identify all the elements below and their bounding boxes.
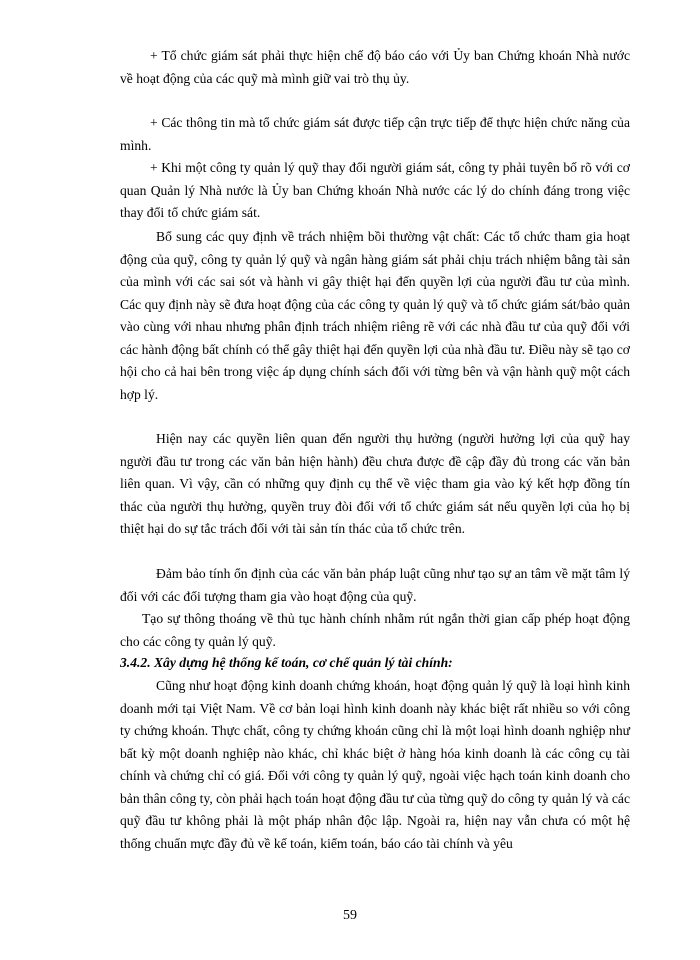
paragraph-administrative-procedures: Tạo sự thông thoáng về thủ tục hành chính nhằm rút ngắn thời gian cấp phép hoạt động cho các công ty quản lý quỹ. [120, 611, 630, 649]
paragraph-compensation-liability: Bổ sung các quy định về trách nhiệm bồi thường vật chất: Các tổ chức tham gia hoạt động của quỹ, công ty quản lý quỹ và ngân hàng giám sát phải chịu trách nhiệm bằng tài sản của mình với các sai sót và hành vi gây thiệt hại đến quyền lợi của người đầu tư của mình. Các quy định này sẽ đưa hoạt động của các công ty quản lý quỹ và tổ chức giám sát/bảo quản vào cùng với nhau nhưng phân định trách nhiệm riêng rẽ với các nhà đầu tư của quỹ đối với các hành động bất chính có thể gây thiệt hại đến quyền lợi của nhà đầu tư. Điều này sẽ tạo cơ hội cho cả hai bên trong việc áp dụng chính sách đối với từng bên và vận hành quỹ một cách hợp lý. [120, 229, 630, 402]
section-heading: 3.4.2. Xây dựng hệ thống kế toán, cơ chế quản lý tài chính: [120, 655, 453, 670]
paragraph-reporting-obligation: + Tổ chức giám sát phải thực hiện chế độ báo cáo với Ủy ban Chứng khoán Nhà nước về hoạt động của các quỹ mà mình giữ vai trò thụ ủy. [120, 48, 630, 86]
page-number: 59 [343, 908, 357, 923]
paragraph-change-supervisor: + Khi một công ty quản lý quỹ thay đổi người giám sát, công ty phải tuyên bố rõ với cơ quan Quản lý Nhà nước là Ủy ban Chứng khoán Nhà nước các lý do chính đáng trong việc thay đổi tổ chức giám sát. [120, 160, 630, 220]
paragraph-beneficiary-rights: Hiện nay các quyền liên quan đến người thụ hưởng (người hưởng lợi của quỹ hay người đầu tư trong các văn bản hiện hành) đều chưa được đề cập đầy đủ trong các văn bản liên quan. Vì vậy, cần có những quy định cụ thể về việc tham gia vào ký kết hợp đồng tín thác của người thụ hưởng, quyền truy đòi đối với tổ chức giám sát nếu quyền lợi của họ bị thiệt hại do sự tắc trách đối với tài sản tín thác của tổ chức trên. [120, 431, 630, 536]
paragraph-information-access: + Các thông tin mà tổ chức giám sát được tiếp cận trực tiếp để thực hiện chức năng của mình. [120, 115, 630, 153]
paragraph-legal-stability: Đảm bảo tính ổn định của các văn bản pháp luật cũng như tạo sự an tâm về mặt tâm lý đối với các đối tượng tham gia vào hoạt động của quỹ. [120, 566, 630, 604]
paragraph-accounting-system: Cũng như hoạt động kinh doanh chứng khoán, hoạt động quản lý quỹ là loại hình kinh doanh mới tại Việt Nam. Về cơ bản loại hình kinh doanh này khác biệt rất nhiều so với công ty chứng khoán. Thực chất, công ty chứng khoán cũng chỉ là một loại hình doanh nghiệp như bất kỳ một doanh nghiệp nào khác, chỉ khác biệt ở hàng hóa kinh doanh là các công cụ tài chính và chứng chỉ có giá. Đối với công ty quản lý quỹ, ngoài việc hạch toán kinh doanh cho bản thân công ty, còn phải hạch toán hoạt động đầu tư của từng quỹ do công ty quản lý và các quỹ đầu tư không phải là một pháp nhân độc lập. Ngoài ra, hiện nay vẫn chưa có một hệ thống chuẩn mực đầy đủ về kế toán, kiểm toán, báo cáo tài chính và yêu [120, 678, 630, 851]
